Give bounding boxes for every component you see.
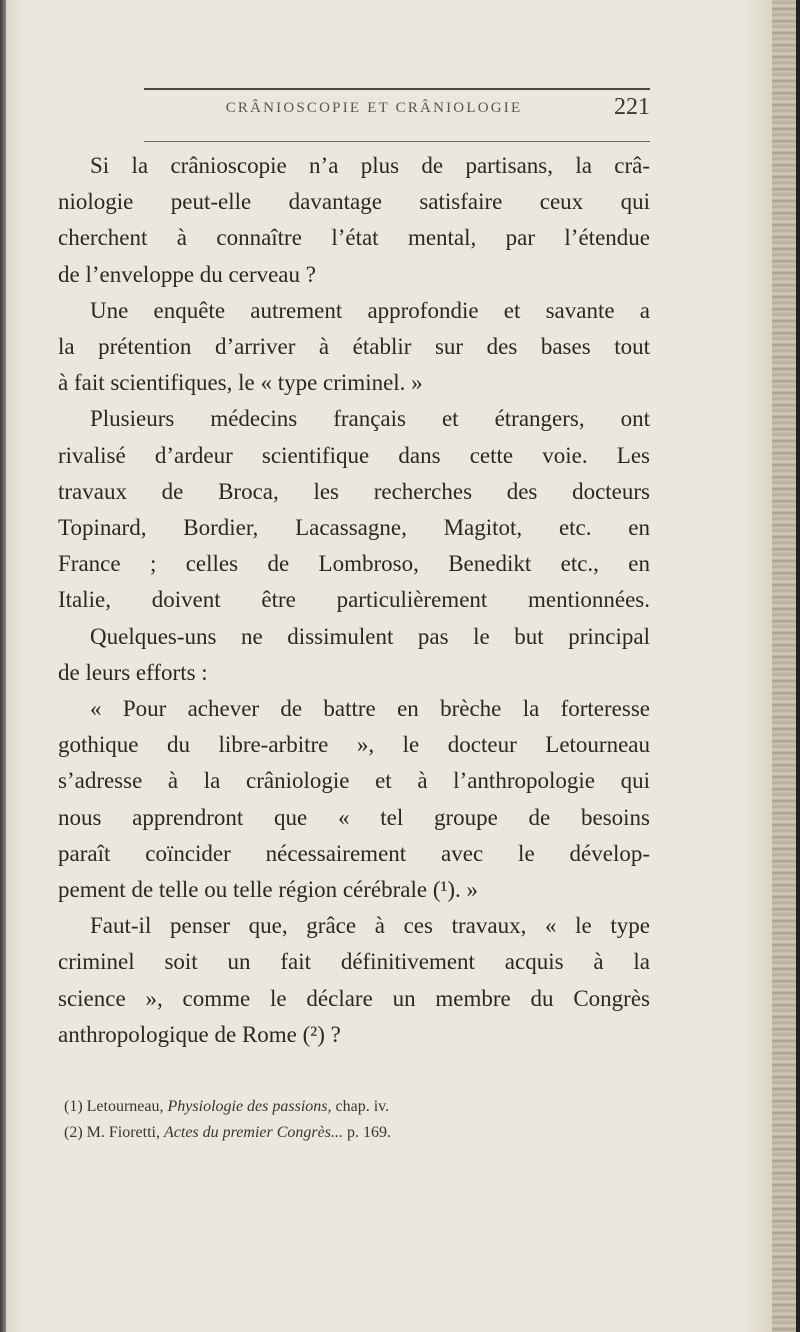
footnote-rest: chap. iv. (335, 1098, 390, 1115)
text-line: de leurs efforts : (58, 659, 208, 685)
text-line: à fait scientifiques, le « type criminel. » (58, 370, 423, 396)
page-stack-edge (772, 0, 800, 1332)
footnote-author: M. Fioretti, (86, 1124, 160, 1141)
text-line: rivalisé d’ardeur scientifique dans cette voie. Les (58, 442, 650, 468)
binding-edge (0, 0, 6, 1332)
text-line: paraît coïncider nécessairement avec le dévelop- (58, 840, 650, 866)
text-line: nous apprendront que « tel groupe de besoins (58, 804, 650, 830)
text-line: Plusieurs médecins français et étrangers, ont (90, 406, 650, 432)
footnote-work: Actes du premier Congrès... (164, 1124, 343, 1141)
body-text (58, 148, 650, 1053)
footnote-1 (64, 1094, 624, 1120)
text-line: niologie peut-elle davantage satisfaire ceux qui (58, 189, 650, 215)
text-line: de l’enveloppe du cerveau ? (58, 261, 316, 287)
footnotes (64, 1094, 624, 1146)
text-line: Italie, doivent être particulièrement mentionnées. (58, 587, 650, 613)
text-line: criminel soit un fait définitivement acquis à la (58, 949, 650, 975)
text-line: Quelques-uns ne dissimulent pas le but principal (90, 623, 650, 649)
text-line: France ; celles de Lombroso, Benedikt etc., en (58, 551, 650, 577)
text-line: s’adresse à la crâniologie et à l’anthropologie qui (58, 768, 650, 794)
text-line: cherchent à connaître l’état mental, par l’étendue (58, 225, 650, 251)
text-line: travaux de Broca, les recherches des docteurs (58, 478, 650, 504)
footnote-rest: p. 169. (346, 1124, 391, 1141)
text-line: science », comme le déclare un membre du Congrès (58, 985, 650, 1011)
text-line: anthropologique de Rome (²) ? (58, 1021, 341, 1047)
footnote-marker: (2) (64, 1124, 83, 1141)
text-line: gothique du libre-arbitre », le docteur Letourneau (58, 732, 650, 758)
page-number: 221 (614, 94, 650, 120)
running-title: CRÂNIOSCOPIE ET CRÂNIOLOGIE (225, 100, 523, 116)
header-rule (144, 88, 650, 90)
text-line: pement de telle ou telle région cérébrale (¹). » (58, 877, 479, 903)
footnote-2 (64, 1120, 624, 1146)
text-line: Une enquête autrement approfondie et savante a (90, 297, 650, 323)
footnote-marker: (1) (64, 1098, 83, 1115)
text-line: Topinard, Bordier, Lacassagne, Magitot, etc. en (58, 515, 650, 541)
footnote-work: Physiologie des passions, (167, 1098, 332, 1115)
footnote-author: Letourneau, (86, 1098, 164, 1115)
running-head (144, 94, 650, 130)
text-line: Si la crânioscopie n’a plus de partisans, la crâ- (90, 153, 650, 178)
text-line: « Pour achever de battre en brèche la forteresse (90, 696, 650, 722)
header-underline (144, 141, 650, 142)
text-line: Faut-il penser que, grâce à ces travaux, « le type (90, 913, 650, 939)
text-line: la prétention d’arriver à établir sur des bases tout (58, 334, 650, 360)
